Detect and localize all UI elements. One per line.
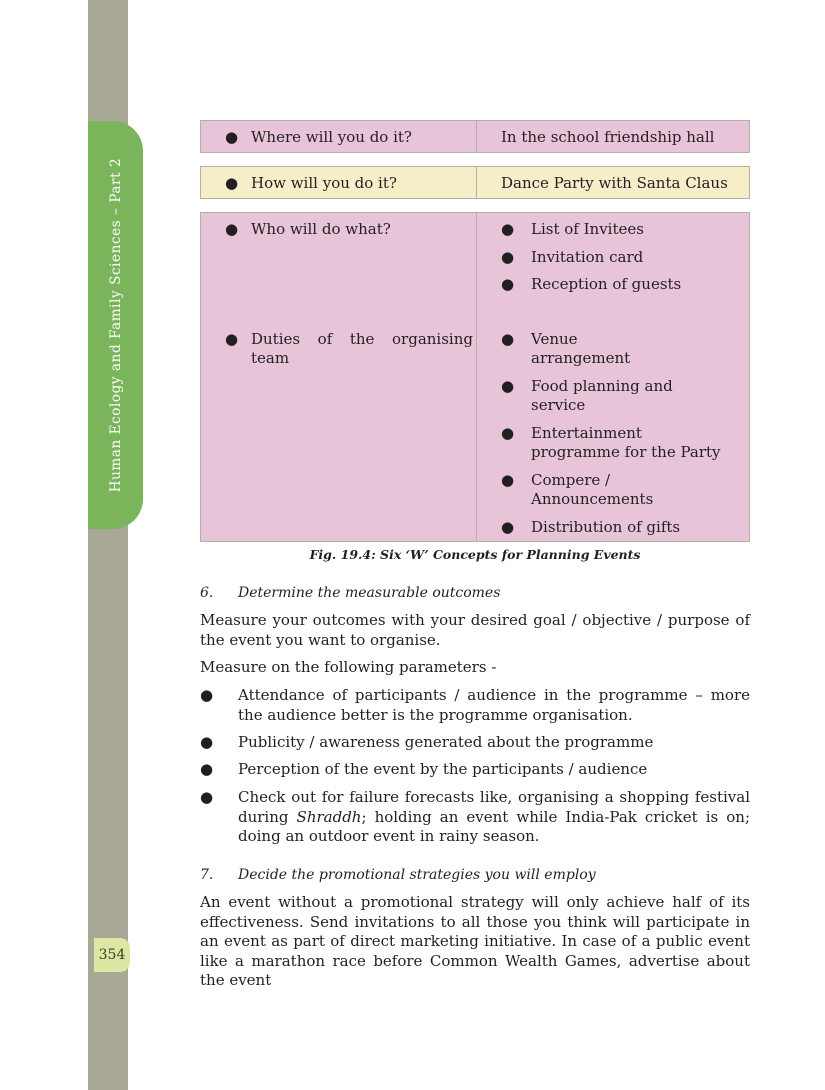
list-item: Food planning and <box>531 377 673 395</box>
list-item-cont: arrangement <box>531 349 631 367</box>
list-item: Compere / <box>531 471 611 489</box>
question-cell <box>201 121 477 152</box>
bullet-icon: ● <box>501 471 515 489</box>
bullet-icon: ● <box>200 686 214 704</box>
table-row-where <box>200 120 750 153</box>
bullet-icon: ● <box>225 128 239 146</box>
bullet-icon: ● <box>200 788 214 806</box>
list-item-cont: service <box>531 396 586 414</box>
list-item-text: Attendance of participants / audience in the programme – more the audience better is the programme organisation. <box>238 686 750 724</box>
question-text-cont: team <box>251 349 290 367</box>
question-text: Who will do what? <box>251 220 391 238</box>
paragraph: Measure your outcomes with your desired goal / objective / purpose of the event you want to organise. <box>200 611 750 649</box>
bullet-icon: ● <box>501 330 515 348</box>
list-item-text: Perception of the event by the participants / audience <box>238 760 648 778</box>
list-item <box>200 686 750 726</box>
list-item-cont: programme for the Party <box>531 443 721 461</box>
list-item: Entertainment <box>531 424 642 442</box>
section-number: 7. <box>200 867 214 883</box>
paragraph: Measure on the following parameters - <box>200 658 497 676</box>
list-item <box>200 760 750 780</box>
question-cell <box>201 167 477 198</box>
list-item: Invitation card <box>531 248 644 266</box>
table-row-who <box>200 212 750 542</box>
bullet-icon: ● <box>501 518 515 536</box>
text-run: ; holding an event while India-Pak cricket is on; doing an outdoor event in rainy season. <box>238 807 750 845</box>
question-text: Where will you do it? <box>251 128 412 146</box>
bullet-icon: ● <box>501 275 515 293</box>
bullet-icon: ● <box>501 220 515 238</box>
list-item <box>200 788 750 848</box>
bullet-icon: ● <box>200 733 214 751</box>
answer-cell <box>477 213 749 541</box>
paragraph: An event without a promotional strategy will only achieve half of its effectiveness. Send invitations to all those you think will participate in an event as part of direct marketing initiative. In case of a public event like a marathon race before Common Wealth Games, advertise about the event <box>200 893 750 989</box>
bullet-icon: ● <box>501 424 515 442</box>
list-item-text: Publicity / awareness generated about the programme <box>238 733 654 751</box>
section-number: 6. <box>200 585 214 601</box>
section-title: Decide the promotional strategies you will employ <box>238 867 596 883</box>
list-item-cont: Announcements <box>531 490 654 508</box>
answer-cell <box>477 121 749 152</box>
list-item: List of Invitees <box>531 220 644 238</box>
list-item <box>200 733 750 753</box>
question-cell <box>201 213 477 541</box>
figure-caption: Fig. 19.4: Six ‘W’ Concepts for Planning Events <box>309 547 641 562</box>
question-text: Duties of the organising <box>251 330 473 348</box>
list-item-text <box>238 788 750 847</box>
bullet-icon: ● <box>225 220 239 238</box>
bullet-icon: ● <box>501 248 515 266</box>
table-row-how <box>200 166 750 199</box>
bullet-icon: ● <box>225 330 239 348</box>
book-title: Human Ecology and Family Sciences – Part 2 <box>108 157 124 493</box>
list-item: Distribution of gifts <box>531 518 681 536</box>
text-run: Check out for failure forecasts like, organising a shopping festival during <box>238 788 750 826</box>
bullet-icon: ● <box>225 174 239 192</box>
answer-text: In the school friendship hall <box>501 128 715 146</box>
bullet-icon: ● <box>501 377 515 395</box>
answer-text: Dance Party with Santa Claus <box>501 174 728 192</box>
answer-cell <box>477 167 749 198</box>
page-number: 354 <box>94 938 130 972</box>
section-title: Determine the measurable outcomes <box>238 585 501 601</box>
question-text: How will you do it? <box>251 174 397 192</box>
list-item: Venue <box>531 330 578 348</box>
list-item: Reception of guests <box>531 275 682 293</box>
bullet-icon: ● <box>200 760 214 778</box>
italic-term: Shraddh <box>296 807 362 826</box>
